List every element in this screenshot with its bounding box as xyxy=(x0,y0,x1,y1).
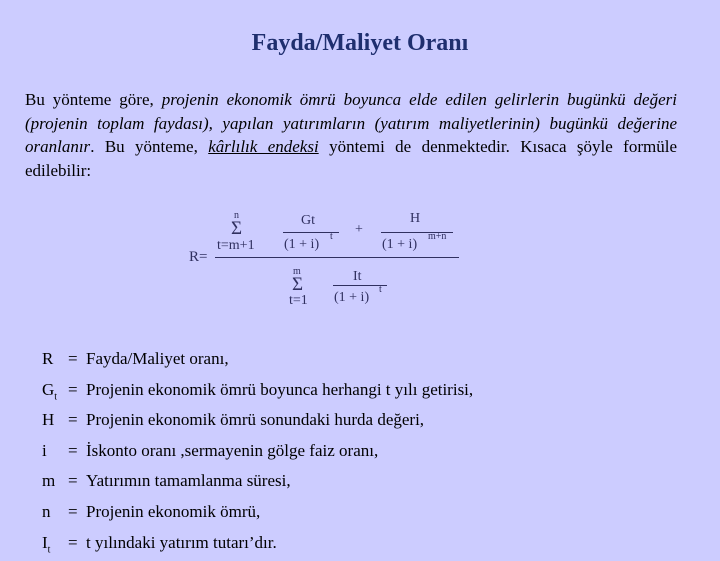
definition-text: Projenin ekonomik ömrü sonundaki hurda değeri, xyxy=(86,410,425,430)
intro-text-1: Bu yönteme göre, xyxy=(25,90,162,109)
definition-symbol xyxy=(42,378,68,409)
definition-text: Fayda/Maliyet oranı, xyxy=(86,349,229,368)
definition-equals: = xyxy=(68,410,78,430)
definition-symbol xyxy=(42,439,68,470)
definition-symbol xyxy=(42,531,68,561)
num-frac2-exponent: m+n xyxy=(428,231,447,242)
definition-row xyxy=(42,408,473,439)
plus-sign: + xyxy=(355,222,363,237)
den-frac-numerator: It xyxy=(353,269,362,284)
definition-equals: = xyxy=(68,379,78,399)
definition-equals: = xyxy=(68,471,78,491)
definition-symbol-subscript: t xyxy=(47,543,51,555)
slide-title: Fayda/Maliyet Oranı xyxy=(251,30,469,56)
definition-symbol-letter: G xyxy=(42,379,55,399)
definition-symbol-letter: m xyxy=(42,471,56,491)
definition-row xyxy=(42,439,473,470)
den-frac-denominator: (1 + i) xyxy=(334,290,370,305)
intro-text-3: . Bu yönteme, xyxy=(90,137,209,156)
definition-row xyxy=(42,469,473,500)
num-sigma: Σ xyxy=(231,218,243,239)
num-frac2-numerator: H xyxy=(410,211,421,226)
num-frac2-denominator: (1 + i) xyxy=(382,237,418,252)
definition-text: t yılındaki yatırım tutarı’dır. xyxy=(86,532,277,552)
definition-symbol-letter: R xyxy=(42,349,54,368)
den-sum-lower: t=1 xyxy=(289,293,308,308)
intro-paragraph xyxy=(25,88,677,182)
definition-symbol xyxy=(42,408,68,439)
main-fraction-bar xyxy=(215,257,459,258)
definition-symbol-subscript: t xyxy=(54,390,58,402)
formula-lhs: R= xyxy=(189,249,208,265)
benefit-cost-formula xyxy=(185,205,485,315)
num-sum-upper: n xyxy=(234,210,239,221)
definition-text: Yatırımın tamamlanma süresi, xyxy=(86,471,291,491)
den-frac-exponent: t xyxy=(379,284,382,295)
definition-symbol xyxy=(42,500,68,531)
definition-row xyxy=(42,378,473,409)
definition-text: Projenin ekonomik ömrü boyunca herhangi t yılı getirisi, xyxy=(86,379,474,399)
definition-symbol xyxy=(42,469,68,500)
definitions-list xyxy=(42,347,473,561)
den-sum-upper: m xyxy=(293,266,301,277)
num-sum-lower: t=m+1 xyxy=(217,238,255,253)
definition-equals: = xyxy=(68,349,78,368)
definition-symbol-letter: i xyxy=(42,440,47,460)
num-frac1-exponent: t xyxy=(330,231,333,242)
definition-symbol-letter: I xyxy=(42,532,48,552)
definition-equals: = xyxy=(68,501,78,521)
den-sigma: Σ xyxy=(292,274,304,295)
num-frac1-numerator: Gt xyxy=(301,213,315,228)
definition-symbol-letter: n xyxy=(42,501,51,521)
definition-row xyxy=(42,347,473,378)
definition-row xyxy=(42,531,473,561)
definition-equals: = xyxy=(68,532,78,552)
definition-row xyxy=(42,500,473,531)
intro-text-4: kârlılık endeksi xyxy=(208,137,319,156)
definition-symbol xyxy=(42,347,68,378)
intro-text-2: projenin ekonomik ömrü boyunca elde edilen gelirlerin bugünkü değeri (projenin toplam faydası), yapılan yatırımların (yatırım maliyetlerinin) bugünkü değerine oranlanır xyxy=(25,90,677,156)
intro-text-5: yöntemi de denmektedir. Kısaca şöyle formüle edilebilir: xyxy=(25,137,677,180)
definition-equals: = xyxy=(68,440,78,460)
definition-symbol-letter: H xyxy=(42,410,55,430)
definition-text: İskonto oranı ,sermayenin gölge faiz oranı, xyxy=(86,440,379,460)
num-frac1-denominator: (1 + i) xyxy=(284,237,320,252)
definition-text: Projenin ekonomik ömrü, xyxy=(86,501,261,521)
